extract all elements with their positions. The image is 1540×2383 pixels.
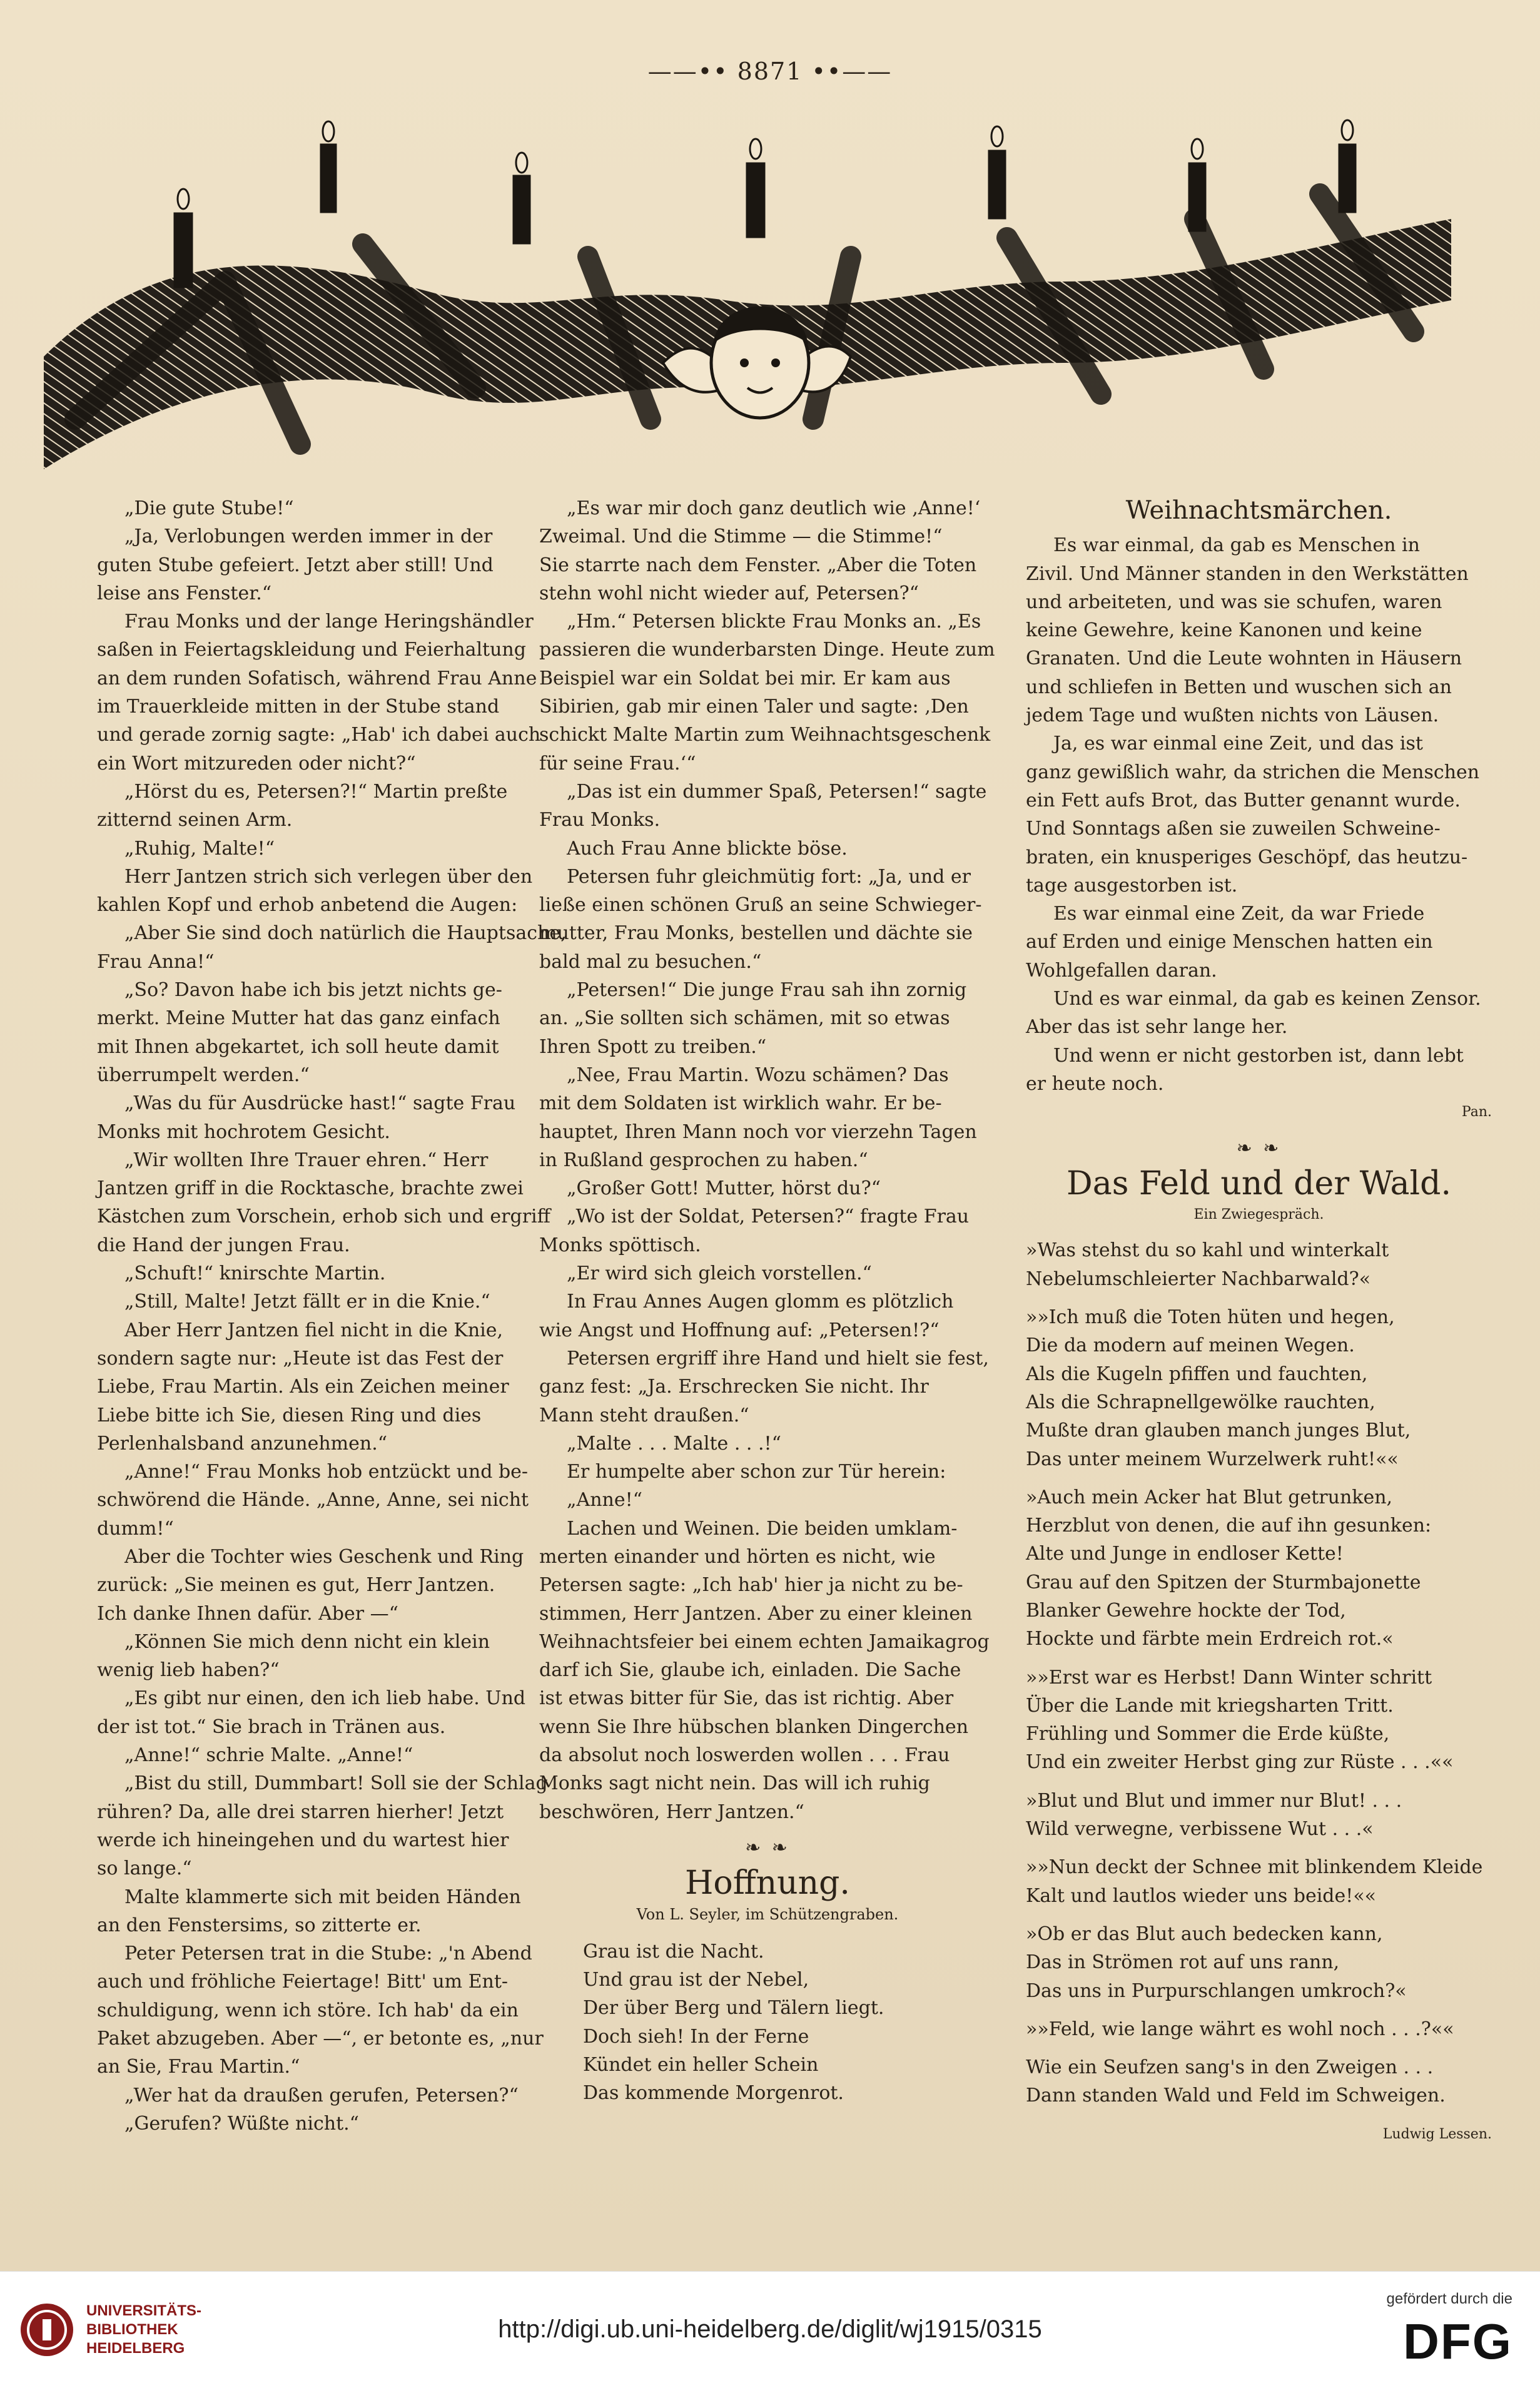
source-url-link[interactable]: http://digi.ub.uni-heidelberg.de/diglit/wj1915/0315 xyxy=(498,2315,1042,2343)
text-line: saßen in Feiertagskleidung und Feierhaltung xyxy=(97,639,526,661)
text-line: ein Wort mitzureden oder nicht?“ xyxy=(97,752,416,775)
text-line: Monks mit hochrotem Gesicht. xyxy=(97,1120,390,1143)
text-line: dumm!“ xyxy=(97,1517,174,1540)
text-line: ist etwas bitter für Sie, das ist richtig. Aber xyxy=(539,1687,954,1710)
text-line: Ich danke Ihnen dafür. Aber —“ xyxy=(97,1602,398,1625)
poem-stanza xyxy=(1026,1303,1492,1473)
text-line: „Was du für Ausdrücke hast!“ sagte Frau xyxy=(124,1092,516,1115)
text-line: Frau Monks und der lange Heringshändler xyxy=(124,611,534,633)
text-line: „Malte . . . Malte . . .!“ xyxy=(567,1432,781,1455)
text-line: darf ich Sie, glaube ich, einladen. Die Sache xyxy=(539,1659,961,1682)
text-line: an Sie, Frau Martin.“ xyxy=(97,2056,300,2078)
text-line: „Nee, Frau Martin. Wozu schämen? Das xyxy=(567,1064,949,1086)
text-line: „Hörst du es, Petersen?!“ Martin preßte xyxy=(124,780,508,803)
text-line: mutter, Frau Monks, bestellen und dächte sie xyxy=(539,922,973,945)
text-line: Herr Jantzen strich sich verlegen über den xyxy=(124,865,533,888)
text-line: Auch Frau Anne blickte böse. xyxy=(567,837,848,860)
text-line: kahlen Kopf und erhob anbetend die Augen: xyxy=(97,894,518,917)
text-line: Wohlgefallen daran. xyxy=(1026,959,1217,982)
poem-line: Kalt und lautlos wieder uns beide!«« xyxy=(1026,1884,1377,1907)
text-line: beschwören, Herr Jantzen.“ xyxy=(539,1801,804,1823)
poem-line: »Ob er das Blut auch bedecken kann, xyxy=(1026,1923,1383,1945)
text-line: Liebe, Frau Martin. Als ein Zeichen meiner xyxy=(97,1376,509,1398)
poem-line: Das in Strömen rot auf uns rann, xyxy=(1026,1951,1340,1974)
poem-stanza xyxy=(1026,2015,1492,2043)
text-line: „Ja, Verlobungen werden immer in der xyxy=(124,526,493,548)
text-line: leise ans Fenster.“ xyxy=(97,582,272,604)
text-line: „Ruhig, Malte!“ xyxy=(124,837,275,860)
text-line: er heute noch. xyxy=(1026,1072,1164,1095)
text-line: Er humpelte aber schon zur Tür herein: xyxy=(567,1461,946,1483)
text-line: Perlenhalsband anzunehmen.“ xyxy=(97,1432,388,1455)
text-line: der ist tot.“ Sie brach in Tränen aus. xyxy=(97,1715,446,1738)
text-line: Kündet ein heller Schein xyxy=(583,2054,819,2076)
text-line: an. „Sie sollten sich schämen, mit so etwas xyxy=(539,1007,950,1030)
poem-line: Als die Kugeln pfiffen und fauchten, xyxy=(1026,1363,1368,1385)
poem-line: »»Erst war es Herbst! Dann Winter schritt xyxy=(1026,1666,1432,1689)
text-line: stehn wohl nicht wieder auf, Petersen?“ xyxy=(539,582,919,604)
digitization-footer xyxy=(0,2271,1540,2383)
text-line: auch und fröhliche Feiertage! Bitt' um Ent- xyxy=(97,1971,509,1993)
text-line: Und wenn er nicht gestorben ist, dann lebt xyxy=(1053,1044,1464,1067)
poem-line: Nebelumschleierter Nachbarwald?« xyxy=(1026,1268,1371,1290)
poem-line: Grau auf den Spitzen der Sturmbajonette xyxy=(1026,1571,1421,1593)
text-line: Grau ist die Nacht. xyxy=(583,1940,764,1963)
text-line: „Die gute Stube!“ xyxy=(124,497,294,519)
text-line: Ihren Spott zu treiben.“ xyxy=(539,1035,767,1058)
text-line: Malte klammerte sich mit beiden Händen xyxy=(124,1886,521,1908)
text-line: ganz gewißlich wahr, da strichen die Menschen xyxy=(1026,761,1480,783)
column-right xyxy=(1026,494,1492,2148)
poem-stanza xyxy=(1026,1236,1492,1293)
text-line: rühren? Da, alle drei starren hierher! Jetzt xyxy=(97,1801,504,1823)
text-line: Und grau ist der Nebel, xyxy=(583,1969,809,1991)
poem-line: Wie ein Seufzen sang's in den Zweigen . . . xyxy=(1026,2056,1434,2079)
poem-line: Alte und Junge in endloser Kette! xyxy=(1026,1543,1344,1565)
text-line: Der über Berg und Tälern liegt. xyxy=(583,1997,884,2020)
poem-stanza xyxy=(1026,2053,1492,2110)
text-line: „Wir wollten Ihre Trauer ehren.“ Herr xyxy=(124,1149,489,1171)
text-line: Ja, es war einmal eine Zeit, und das ist xyxy=(1053,733,1423,755)
text-line: tage ausgestorben ist. xyxy=(1026,874,1238,897)
text-line: Frau Monks. xyxy=(539,809,661,831)
text-line: wie Angst und Hoffnung auf: „Petersen!?“ xyxy=(539,1319,940,1341)
text-line: „Können Sie mich denn nicht ein klein xyxy=(124,1630,490,1653)
funding-caption: gefördert durch die xyxy=(1386,2290,1512,2307)
christmas-garland-illustration xyxy=(38,94,1457,482)
page-number: ——•• 8871 ••—— xyxy=(647,58,893,85)
poem-stanza xyxy=(1026,1787,1492,1844)
text-line: passieren die wunderbarsten Dinge. Heute zum xyxy=(539,639,995,661)
text-line: Es war einmal eine Zeit, da war Friede xyxy=(1053,903,1425,925)
poem-line: Über die Lande mit kriegsharten Tritt. xyxy=(1026,1694,1394,1717)
text-line: „Anne!“ xyxy=(567,1489,642,1512)
poem-line: »»Nun deckt der Schnee mit blinkendem Kleide xyxy=(1026,1856,1483,1879)
article-weihnachtsmaerchen xyxy=(1026,531,1492,1098)
poem-line: Mußte dran glauben manch junges Blut, xyxy=(1026,1420,1411,1442)
text-line: merkt. Meine Mutter hat das ganz einfach xyxy=(97,1007,500,1030)
text-line: Sie starrte nach dem Fenster. „Aber die Toten xyxy=(539,554,977,576)
text-line: Petersen ergriff ihre Hand und hielt sie fest, xyxy=(567,1347,989,1369)
text-line: „Still, Malte! Jetzt fällt er in die Knie.“ xyxy=(124,1291,490,1313)
text-line: zitternd seinen Arm. xyxy=(97,809,293,831)
text-line: auf Erden und einige Menschen hatten ein xyxy=(1026,931,1433,953)
poem-signature: Ludwig Lessen. xyxy=(1382,2126,1492,2142)
text-line: „Er wird sich gleich vorstellen.“ xyxy=(567,1263,872,1285)
poem-line: Als die Schrapnellgewölke rauchten, xyxy=(1026,1391,1375,1413)
poem-line: »Auch mein Acker hat Blut getrunken, xyxy=(1026,1486,1393,1508)
text-line: „Bist du still, Dummbart! Soll sie der Schlag xyxy=(124,1772,548,1795)
poem-line: Wild verwegne, verbissene Wut . . .« xyxy=(1026,1818,1374,1841)
text-line: „Hm.“ Petersen blickte Frau Monks an. „Es xyxy=(567,611,981,633)
text-line: „Anne!“ schrie Malte. „Anne!“ xyxy=(124,1744,413,1767)
text-line: Peter Petersen trat in die Stube: „'n Abend xyxy=(124,1943,532,1965)
text-line: wenn Sie Ihre hübschen blanken Dingerchen xyxy=(539,1715,969,1738)
text-line: an den Fenstersims, so zitterte er. xyxy=(97,1914,422,1936)
text-line: Petersen sagte: „Ich hab' hier ja nicht zu be- xyxy=(539,1574,963,1597)
text-line: Und Sonntags aßen sie zuweilen Schweine- xyxy=(1026,818,1441,840)
text-line: die Hand der jungen Frau. xyxy=(97,1234,350,1256)
text-line: stimmen, Herr Jantzen. Aber zu einer kleinen xyxy=(539,1602,973,1625)
text-line: mit dem Soldaten ist wirklich wahr. Er be- xyxy=(539,1092,942,1115)
section-ornament: ❧ ❧ xyxy=(745,1836,790,1859)
library-name: UNIVERSITÄTS- BIBLIOTHEK HEIDELBERG xyxy=(86,2302,202,2357)
text-line: und gerade zornig sagte: „Hab' ich dabei auch xyxy=(97,724,541,746)
text-line: ließe einen schönen Gruß an seine Schwieger- xyxy=(539,894,982,917)
poem-line: »Was stehst du so kahl und winterkalt xyxy=(1026,1239,1389,1262)
text-line: Paket abzugeben. Aber —“, er betonte es, „nur xyxy=(97,2028,544,2050)
text-line: „Es gibt nur einen, den ich lieb habe. Und xyxy=(124,1687,526,1710)
text-line: schuldigung, wenn ich störe. Ich hab' da ein xyxy=(97,1999,519,2021)
text-line: Granaten. Und die Leute wohnten in Häusern xyxy=(1026,648,1462,670)
text-line: Aber die Tochter wies Geschenk und Ring xyxy=(124,1545,524,1568)
poem-hoffnung xyxy=(539,1938,996,2108)
text-line: ganz fest: „Ja. Erschrecken Sie nicht. Ihr xyxy=(539,1376,929,1398)
text-line: Zivil. Und Männer standen in den Werkstätten xyxy=(1026,562,1469,585)
text-line: im Trauerkleide mitten in der Stube stand xyxy=(97,696,500,718)
text-line: werde ich hineingehen und du wartest hier xyxy=(97,1829,509,1851)
poem-line: Blanker Gewehre hockte der Tod, xyxy=(1026,1599,1346,1622)
text-line: merten einander und hörten es nicht, wie xyxy=(539,1545,936,1568)
poem-stanza xyxy=(1026,1920,1492,2005)
text-line: Das kommende Morgenrot. xyxy=(583,2082,844,2105)
text-line: und arbeiteten, und was sie schufen, waren xyxy=(1026,591,1442,613)
text-line: „Es war mir doch ganz deutlich wie ‚Anne!‘ xyxy=(567,497,981,519)
poem-line: Frühling und Sommer die Erde küßte, xyxy=(1026,1723,1390,1745)
poem-line: Die da modern auf meinen Wegen. xyxy=(1026,1334,1355,1357)
column-middle xyxy=(539,494,996,2108)
poem-title-feld-und-wald: Das Feld und der Wald. xyxy=(1066,1164,1451,1202)
text-line: in Rußland gesprochen zu haben.“ xyxy=(539,1149,868,1171)
text-line: schickt Malte Martin zum Weihnachtsgeschenk xyxy=(539,724,991,746)
text-line: mit Ihnen abgekartet, ich soll heute damit xyxy=(97,1035,499,1058)
text-line: In Frau Annes Augen glomm es plötzlich xyxy=(567,1291,954,1313)
section-ornament: ❧ ❧ xyxy=(1236,1137,1282,1159)
text-line: „Das ist ein dummer Spaß, Petersen!“ sagte xyxy=(567,780,987,803)
text-line: bald mal zu besuchen.“ xyxy=(539,950,762,973)
text-line: „Wer hat da draußen gerufen, Petersen?“ xyxy=(124,2084,519,2106)
text-line: Liebe bitte ich Sie, diesen Ring und dies xyxy=(97,1404,482,1426)
text-line: Frau Anna!“ xyxy=(97,950,215,973)
text-line: sondern sagte nur: „Heute ist das Fest der xyxy=(97,1347,504,1369)
text-line: Doch sieh! In der Ferne xyxy=(583,2025,809,2048)
text-line: ein Fett aufs Brot, das Butter genannt wurde. xyxy=(1026,789,1461,811)
text-line: Lachen und Weinen. Die beiden umklam- xyxy=(567,1517,958,1540)
poem-line: Hockte und färbte mein Erdreich rot.« xyxy=(1026,1628,1394,1650)
poem-subtitle: Ein Zwiegespräch. xyxy=(1193,1207,1324,1223)
poem-title-hoffnung: Hoffnung. xyxy=(685,1864,850,1903)
column-left xyxy=(97,494,567,2138)
text-line: Und es war einmal, da gab es keinen Zensor. xyxy=(1053,988,1481,1010)
poem-line: Das uns in Purpurschlangen umkroch?« xyxy=(1026,1979,1407,2002)
text-line: Monks sagt nicht nein. Das will ich ruhig xyxy=(539,1772,930,1795)
text-line: Mann steht draußen.“ xyxy=(539,1404,749,1426)
text-line: hauptet, Ihren Mann noch vor vierzehn Tagen xyxy=(539,1120,977,1143)
poem-line: Das unter meinem Wurzelwerk ruht!«« xyxy=(1026,1448,1399,1470)
text-line: und schliefen in Betten und wuschen sich an xyxy=(1026,676,1452,698)
text-line: Jantzen griff in die Rocktasche, brachte zwei xyxy=(97,1177,524,1200)
text-line: da absolut noch loswerden wollen . . . Frau xyxy=(539,1744,950,1767)
article-title-weihnachtsmaerchen: Weihnachtsmärchen. xyxy=(1125,496,1392,525)
poem-line: Und ein zweiter Herbst ging zur Rüste . . .«« xyxy=(1026,1751,1454,1774)
dfg-logo: DFG xyxy=(1403,2314,1512,2369)
text-line: „Anne!“ Frau Monks hob entzückt und be- xyxy=(124,1461,529,1483)
text-line: zurück: „Sie meinen es gut, Herr Jantzen. xyxy=(97,1574,495,1597)
text-line: guten Stube gefeiert. Jetzt aber still! Und xyxy=(97,554,494,576)
text-line: „Wo ist der Soldat, Petersen?“ fragte Frau xyxy=(567,1206,970,1228)
text-line: schwörend die Hände. „Anne, Anne, sei nicht xyxy=(97,1489,529,1512)
poem-stanza xyxy=(1026,1664,1492,1777)
text-line: Es war einmal, da gab es Menschen in xyxy=(1053,534,1420,557)
text-line: für seine Frau.‘“ xyxy=(539,752,696,775)
text-line: Beispiel war ein Soldat bei mir. Er kam aus xyxy=(539,667,951,689)
text-line: Weihnachtsfeier bei einem echten Jamaikagrog xyxy=(539,1630,990,1653)
poem-feld-und-wald xyxy=(1026,1236,1492,2110)
text-line: keine Gewehre, keine Kanonen und keine xyxy=(1026,619,1422,642)
text-line: Zweimal. Und die Stimme — die Stimme!“ xyxy=(539,526,943,548)
poem-byline: Von L. Seyler, im Schützengraben. xyxy=(636,1905,899,1923)
poem-line: »»Feld, wie lange währt es wohl noch . . .?«« xyxy=(1026,2018,1454,2040)
text-line: Monks spöttisch. xyxy=(539,1234,701,1256)
text-line: „Gerufen? Wüßte nicht.“ xyxy=(124,2112,360,2135)
poem-line: »Blut und Blut und immer nur Blut! . . . xyxy=(1026,1789,1402,1812)
text-line: „Aber Sie sind doch natürlich die Hauptsache, xyxy=(124,922,567,945)
poem-stanza xyxy=(1026,1853,1492,1910)
article-signature: Pan. xyxy=(1461,1104,1492,1120)
poem-line: Herzblut von denen, die auf ihn gesunken: xyxy=(1026,1515,1432,1537)
text-line: Petersen fuhr gleichmütig fort: „Ja, und er xyxy=(567,865,971,888)
poem-line: »»Ich muß die Toten hüten und hegen, xyxy=(1026,1306,1395,1329)
poem-stanza xyxy=(1026,1483,1492,1654)
text-line: „Großer Gott! Mutter, hörst du?“ xyxy=(567,1177,881,1200)
text-line: überrumpelt werden.“ xyxy=(97,1064,310,1086)
text-line: Kästchen zum Vorschein, erhob sich und ergriff xyxy=(97,1206,550,1228)
text-line: jedem Tage und wußten nichts von Läusen. xyxy=(1026,704,1439,727)
poem-line: Dann standen Wald und Feld im Schweigen. xyxy=(1026,2085,1446,2107)
text-line: Aber das ist sehr lange her. xyxy=(1026,1016,1288,1039)
text-line: „So? Davon habe ich bis jetzt nichts ge- xyxy=(124,979,502,1002)
text-line: „Schuft!“ knirschte Martin. xyxy=(124,1263,386,1285)
text-line: Sibirien, gab mir einen Taler und sagte: ‚Den xyxy=(539,696,969,718)
text-line: braten, ein knusperiges Geschöpf, das heutzu- xyxy=(1026,846,1468,868)
text-line: an dem runden Sofatisch, während Frau Anne xyxy=(97,667,537,689)
text-line: Aber Herr Jantzen fiel nicht in die Knie, xyxy=(124,1319,504,1341)
text-line: wenig lieb haben?“ xyxy=(97,1659,280,1682)
text-line: so lange.“ xyxy=(97,1857,192,1880)
text-line: „Petersen!“ Die junge Frau sah ihn zornig xyxy=(567,979,967,1002)
